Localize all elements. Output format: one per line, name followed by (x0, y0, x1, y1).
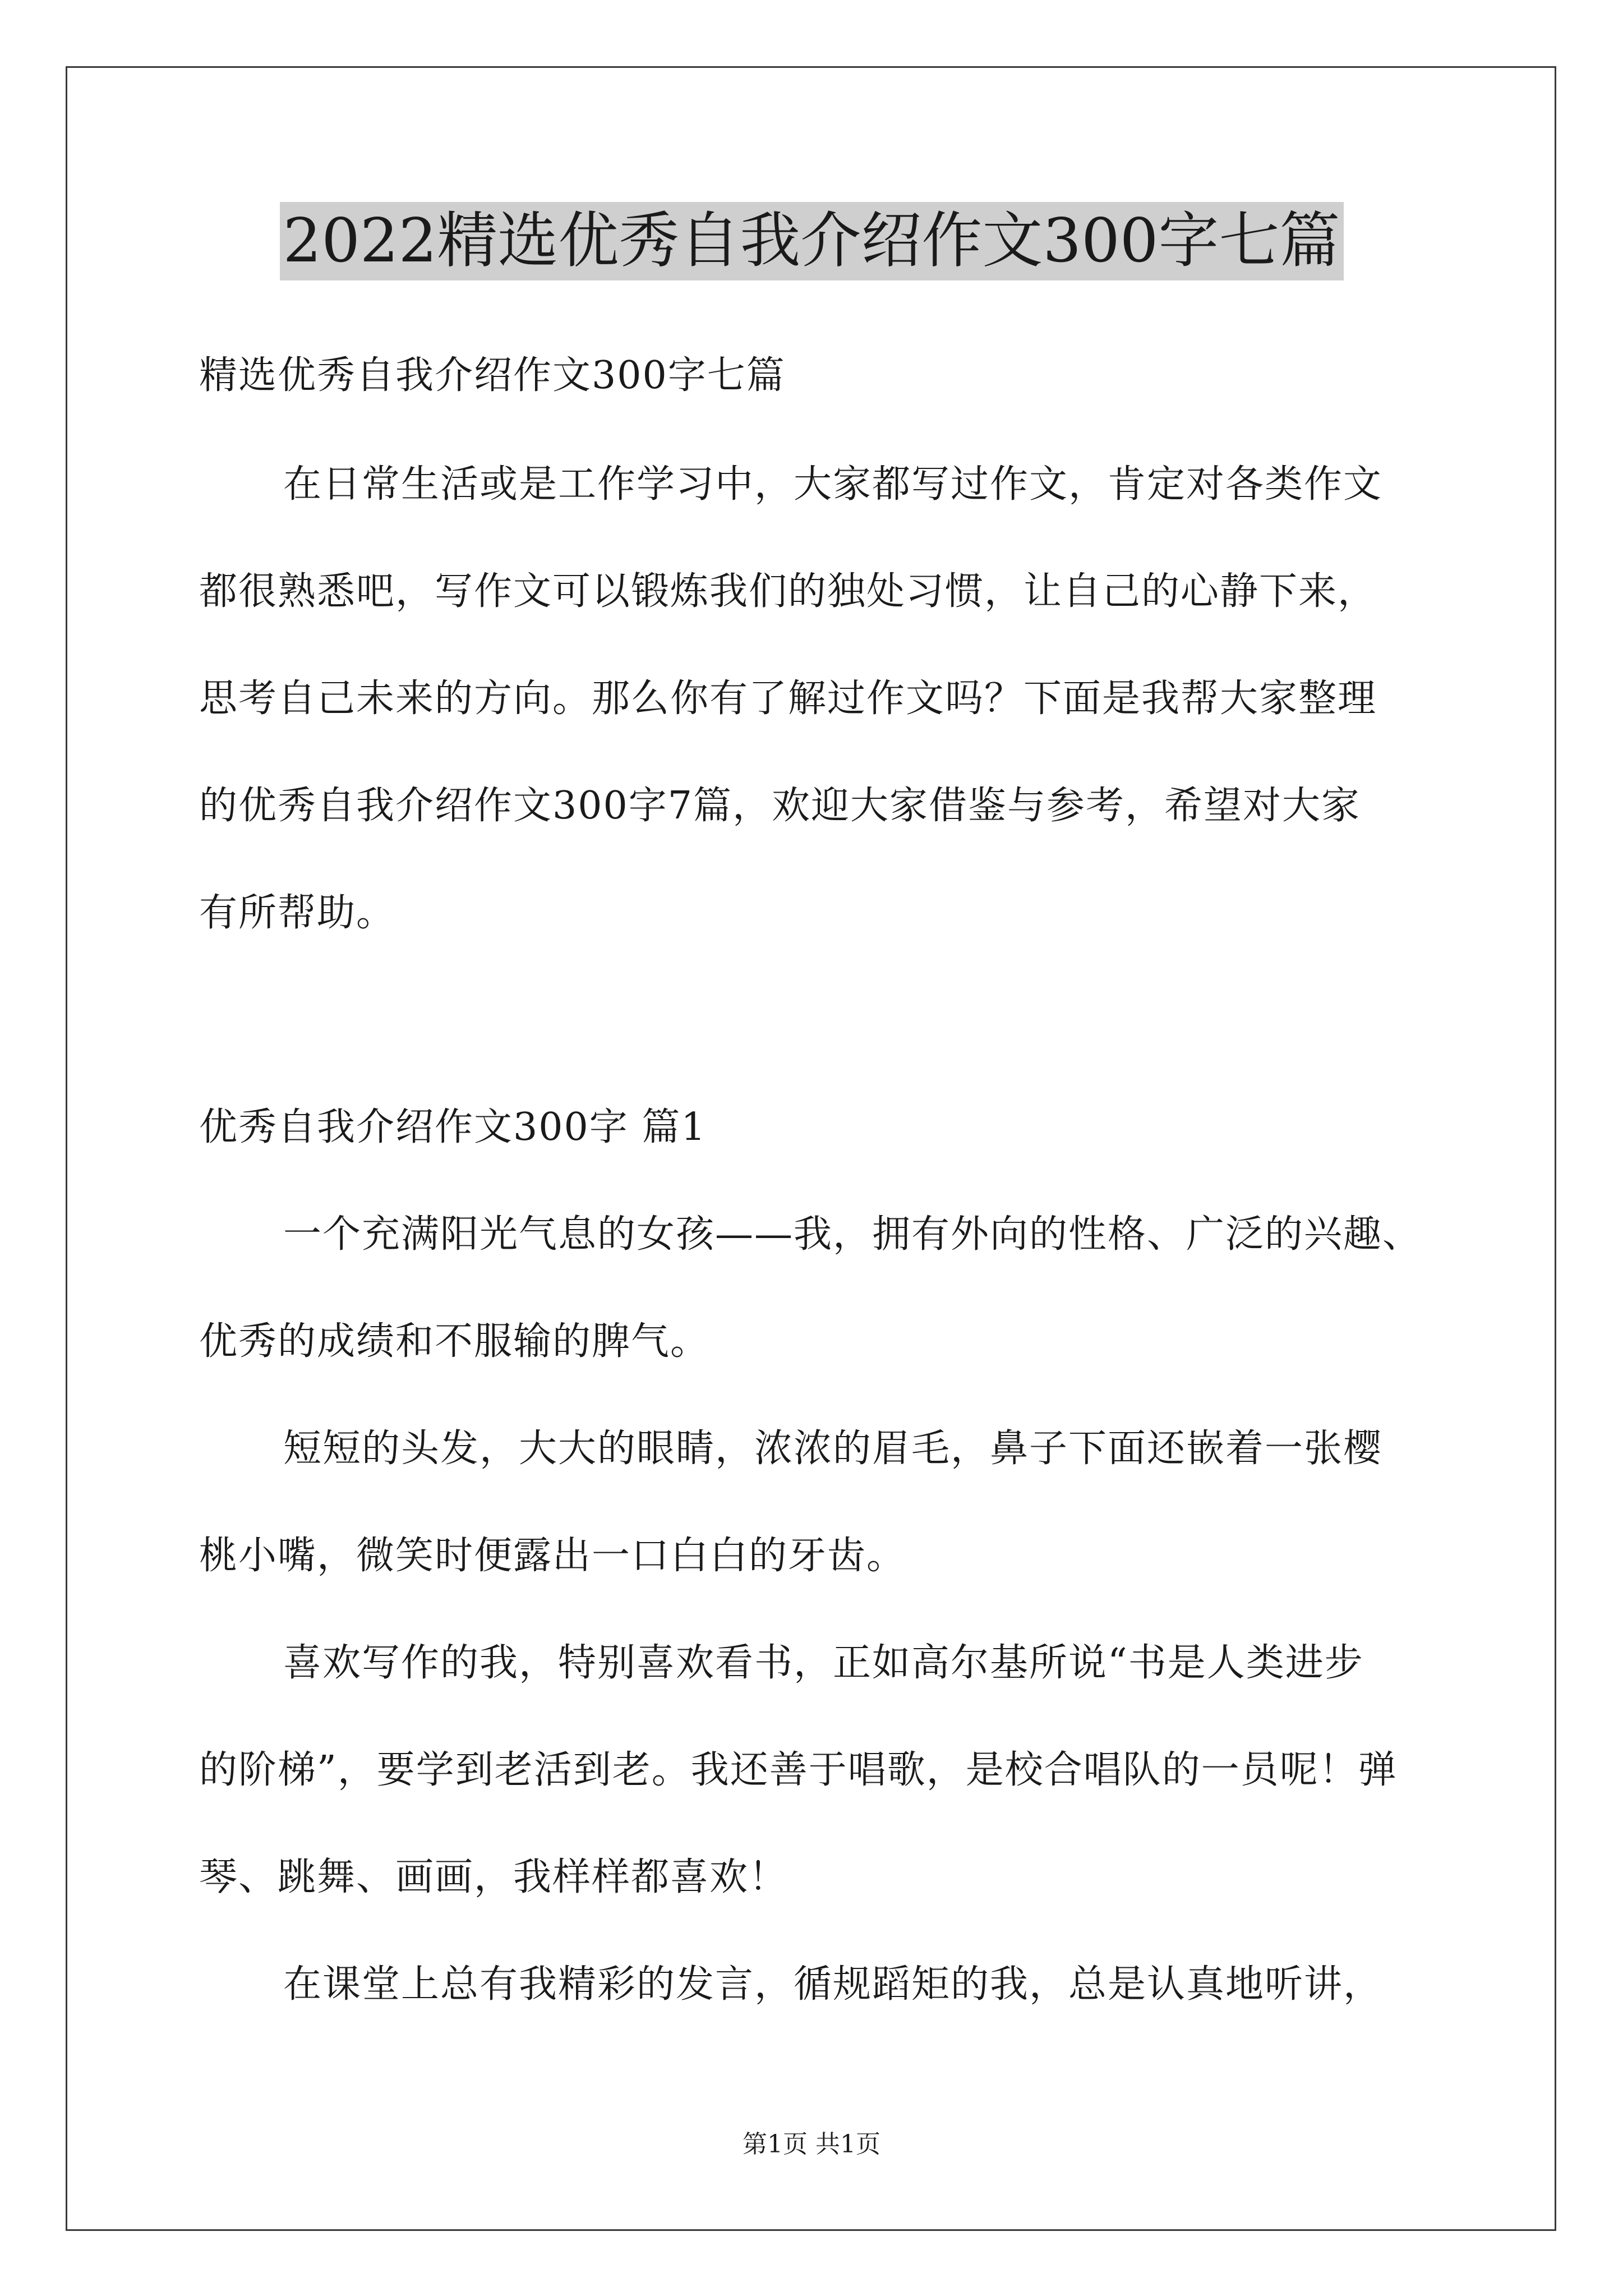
page-footer: 第1页 共1页 (743, 2130, 880, 2159)
section-heading: 优秀自我介绍作文300字 篇1 (199, 1105, 707, 1149)
intro-line: 思考自己未来的方向。那么你有了解过作文吗？下面是我帮大家整理 (199, 677, 1377, 721)
body-line: 桃小嘴，微笑时便露出一口白白的牙齿。 (199, 1534, 906, 1578)
body-line: 优秀的成绩和不服输的脾气。 (199, 1319, 710, 1364)
intro-line: 在日常生活或是工作学习中，大家都写过作文，肯定对各类作文 (283, 462, 1383, 507)
body-line: 琴、跳舞、画画，我样样都喜欢！ (199, 1855, 789, 1899)
body-line: 喜欢写作的我，特别喜欢看书，正如高尔基所说“书是人类进步 (283, 1641, 1364, 1685)
title-container (0, 202, 1623, 280)
intro-line: 都很熟悉吧，写作文可以锻炼我们的独处习惯，让自己的心静下来， (199, 569, 1377, 614)
document-subtitle: 精选优秀自我介绍作文300字七篇 (199, 353, 786, 398)
document-title: 2022精选优秀自我介绍作文300字七篇 (280, 202, 1344, 280)
body-line: 短短的头发，大大的眼睛，浓浓的眉毛，鼻子下面还嵌着一张樱 (283, 1427, 1383, 1471)
intro-line: 有所帮助。 (199, 891, 396, 935)
intro-line: 的优秀自我介绍作文300字7篇，欢迎大家借鉴与参考，希望对大家 (199, 784, 1361, 828)
body-line: 在课堂上总有我精彩的发言，循规蹈矩的我，总是认真地听讲， (283, 1962, 1383, 2007)
body-line: 的阶梯”，要学到老活到老。我还善于唱歌，是校合唱队的一员呢！弹 (199, 1748, 1398, 1792)
body-line: 一个充满阳光气息的女孩——我，拥有外向的性格、广泛的兴趣、 (283, 1212, 1422, 1257)
